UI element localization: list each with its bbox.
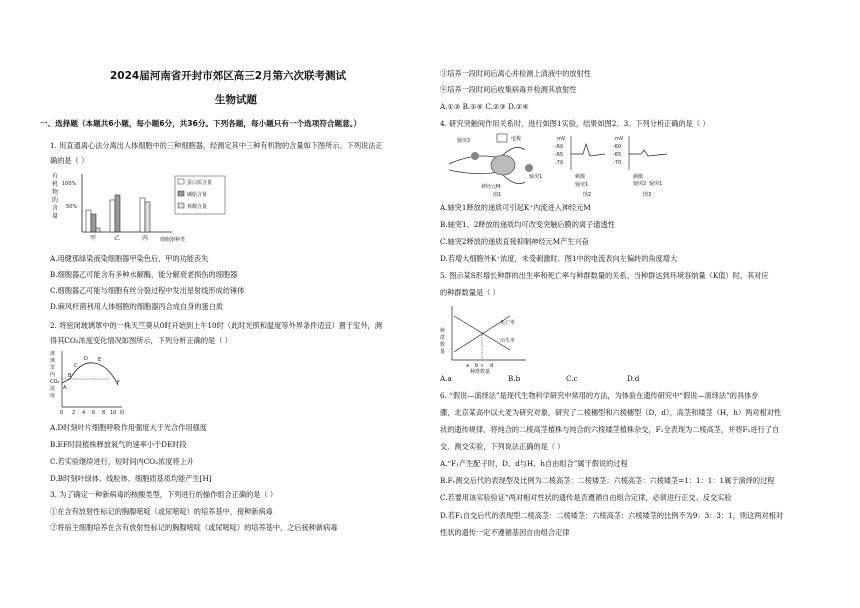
q6-stem-line1: 6. “假说—演绎法”是现代生物科学研究中常用的方法，为体验在遗传研究中“假说—演绎法”的具体步 xyxy=(440,391,759,400)
q5-rate-chart xyxy=(440,302,530,374)
q4-label-axon1: 轴突1 xyxy=(529,174,543,180)
q1-cat-yi: 乙 xyxy=(114,235,121,242)
q5-xtick-d: d xyxy=(490,363,494,369)
q4-option-a: A.轴突1释放的递质可引起K⁺内流进入神经元M xyxy=(440,203,591,212)
q1-legend-protein: 蛋白质含量 xyxy=(187,180,213,186)
q4-option-b: B.轴突1、2释放的递质均可改变突触后膜的离子通透性 xyxy=(440,220,615,229)
q4-fig2-tick-65: -65 xyxy=(555,152,564,158)
q5-stem-line2: 的种群数量是（ ） xyxy=(440,288,500,297)
q2-point-d: D xyxy=(84,356,88,362)
q2-stem-line2: 得其CO₂浓度变化情况如图所示，下列分析正确的是（ ） xyxy=(50,336,232,345)
q1-option-d: D.麻风杆菌利用人体细胞的细胞器丙合成自身的蛋白质 xyxy=(50,302,224,311)
q2-xtick-2: 2 xyxy=(72,410,76,416)
q2-xtick-0: 0 xyxy=(60,410,64,416)
q5-option-a: A.a xyxy=(440,374,452,383)
bar-yi-lipid xyxy=(115,195,120,232)
q6-option-d-line1: D.若F₁自交后代的表现型二棱高茎：二棱矮茎：六棱高茎：六棱矮茎的比例不为9：3：3：1，则这两对相对 xyxy=(440,511,784,520)
q1-cat-jia: 甲 xyxy=(90,235,97,242)
q2-point-b: B xyxy=(68,373,72,379)
q4-fig2-tick-70: -70 xyxy=(555,160,564,166)
q4-fig2-stim: 刺激 xyxy=(575,174,586,180)
q4-fig3-tick-70: -70 xyxy=(613,160,622,166)
q2-point-f: F xyxy=(117,380,120,386)
q4-fig2-tick-60: -60 xyxy=(555,144,564,150)
bar-yi-protein xyxy=(110,200,115,232)
q2-xlabel: 时 xyxy=(120,410,126,416)
q1-legend-nucleic: 核酸含量 xyxy=(187,204,208,210)
q4-fig3-mv: mV xyxy=(615,136,624,142)
q5-option-c: C.c xyxy=(566,374,578,383)
q2-xtick-8: 8 xyxy=(102,410,106,416)
q1-cat-bing: 丙 xyxy=(142,235,149,242)
q5-xtick-c: c xyxy=(481,363,484,369)
q3-item-3: ③培养一段时间后离心并检测上清液中的放射性 xyxy=(440,69,591,78)
q6-option-a: A.“F₁产生配子时，D、d与H、h自由组合”属于假说的过程 xyxy=(440,459,628,468)
q6-option-d-line2: 性状的遗传一定不遵循基因自由组合定律 xyxy=(440,528,570,537)
q2-option-a: A.D时刻叶片细胞呼吸作用强度大于光合作用强度 xyxy=(50,423,207,432)
q4-option-d: D.若增大细胞外K⁺浓度，未受刺激时，图1中的电流表向左偏转的角度增大 xyxy=(440,254,678,263)
q4-fig2-caption: 图2 xyxy=(583,192,592,198)
q2-stem-line1: 2. 将密闭玻璃罩中的一株天竺葵从0时开始到上午10时（此时光照和温度等外界条件适宜）置于室外，测 xyxy=(50,321,382,330)
q4-option-c: C.轴突2释放的递质直接抑制神经元M产生兴奋 xyxy=(440,237,589,246)
q2-ylabel: 玻璃罩内 CO₂ 浓度 xyxy=(50,351,60,399)
q4-fig3-axon2: 轴突2 xyxy=(633,181,647,187)
q5-option-b: B.b xyxy=(508,374,521,383)
q1-ytick-50: 50% xyxy=(66,204,78,210)
q5-line-birth: 出生率 xyxy=(500,338,516,344)
q4-fig3-caption: 图3 xyxy=(643,192,652,198)
q2-point-a: A xyxy=(63,385,67,391)
q1-stem-line1: 1. 用直通离心法分离出人体细胞中的三种细胞器，经测定其中三种有机物的含量如下图所示。下列说法正 xyxy=(50,141,383,150)
q4-fig3-tick-65: -65 xyxy=(613,152,622,158)
q1-organelle-chart xyxy=(52,170,232,250)
q5-ylabel: 种群数量 xyxy=(440,328,446,355)
q2-point-c: C xyxy=(74,363,78,369)
q4-fig3-tick-60: -60 xyxy=(613,144,622,150)
q6-stem-line3: 状的遗传规律，将纯合的二棱高茎植株与纯合的六棱矮茎植株杂交，F₁全表现为二棱高茎，并将F₁进行了自 xyxy=(440,425,780,434)
q4-label-electrode: 电极 xyxy=(511,136,522,142)
q3-item-4: ④培养一段时间后收集病毒并检测其放射性 xyxy=(440,85,577,94)
q3-stem: 3. 为了确定一种新病毒的核酸类型，下列进行的操作组合正确的是（ ） xyxy=(50,490,278,499)
q5-xtick-b: b xyxy=(475,363,479,369)
q1-option-b: B.细胞器乙可能含有多种水解酶，能分解衰老损伤的细胞器 xyxy=(50,270,238,279)
q4-stem: 4. 研究突触间作用关系时，进行如图1实验，结果如图2、3。下列分析正确的是（ ） xyxy=(440,119,710,128)
q1-chart-ylabel: 有机物的含量 xyxy=(52,173,59,220)
q4-fig2-axon1: 轴突1 xyxy=(575,182,589,188)
q1-ytick-100: 100% xyxy=(62,181,77,187)
q1-xlabel: 细胞器种类 xyxy=(160,237,186,243)
bar-bing-protein xyxy=(140,198,145,232)
q2-option-d: D.B时刻叶绿体、线粒体、细胞质基质均能产生[H] xyxy=(50,474,212,483)
page-subtitle: 生物试题 xyxy=(215,94,257,106)
q1-stem-line2: 确的是（ ） xyxy=(50,156,89,165)
q4-label-neuron-m: 神经元M xyxy=(481,184,501,190)
bar-bing-nucleic xyxy=(145,202,150,232)
q6-stem-line2: 骤，北京某高中以大麦为研究对象，研究了二棱穗型和六棱穗型（D，d），高茎和矮茎（H，h）两对相对性 xyxy=(440,408,782,417)
q1-option-c: C.细胞器乙可能与细胞有丝分裂过程中发出星射线形成纺锤体 xyxy=(50,286,245,295)
q6-option-b: B.F₁测交后代的表现型及比例为二棱高茎：二棱矮茎：六棱高茎：六棱矮茎=1：1：1：1属于演绎的过程 xyxy=(440,476,775,485)
q5-xlabel: 种群数量 xyxy=(470,369,491,375)
q4-fig3-stim: 刺激 xyxy=(633,174,644,180)
q5-xtick-a: a xyxy=(466,363,470,369)
q5-stem-line1: 5. 图示某S形增长种群的出生率和死亡率与种群数量的关系。当种群达到环境容纳量（K值）时，其对应 xyxy=(440,271,769,280)
q4-label-axon2: 轴突2 xyxy=(457,138,471,144)
q1-legend-lipid: 磷脂含量 xyxy=(187,192,208,198)
q2-point-e: E xyxy=(98,357,102,363)
q2-xtick-6: 6 xyxy=(92,410,96,416)
q6-stem-line4: 交、测交实验，下列说法正确的是（ ） xyxy=(440,442,565,451)
q2-xtick-4: 4 xyxy=(82,410,86,416)
bar-jia-protein xyxy=(86,210,91,232)
bar-jia-lipid xyxy=(91,214,96,232)
q2-xtick-10: 10 xyxy=(110,410,117,416)
page-title: 2024届河南省开封市郊区高三2月第六次联考测试 xyxy=(110,70,347,82)
q1-option-a: A.用健那绿染液染细胞器甲染色后，甲的功能丧失 xyxy=(50,254,209,263)
q2-option-c: C.若实验继续进行，短时间内CO₂浓度将上升 xyxy=(50,457,194,466)
q6-option-c: C.若要用该实验验证“两对相对性状的遗传是否遵循自由组合定律，必须进行正交、反交实验 xyxy=(440,493,732,502)
q3-item-2: ②将宿主细胞培养在含有放射性标记的胸腺嘧啶（或尿嘧啶）的培养基中，之后接种新病毒 xyxy=(50,523,338,532)
q4-fig1-caption: 图1 xyxy=(493,192,502,198)
bar-jia-nucleic xyxy=(96,228,100,232)
q5-line-death: 死亡率 xyxy=(500,320,516,326)
q5-option-d: D.d xyxy=(627,374,640,383)
q4-fig2-mv: mV xyxy=(557,136,566,142)
q4-synapse-figure xyxy=(445,132,675,198)
q2-co2-chart xyxy=(50,349,130,417)
section-heading: 一、选择题（本题共6小题，每小题6分，共36分。下列各题，每小题只有一个选项符合题意。） xyxy=(40,119,362,128)
q2-option-b: B.EF时段植株释放氧气的速率小于DE时段 xyxy=(50,440,187,449)
q3-options: A.①③ B.①④ C.②③ D.②④ xyxy=(440,102,529,111)
q3-item-1: ①在含有放射性标记的胸腺嘧啶（或尿嘧啶）的培养基中，接种新病毒 xyxy=(50,507,273,516)
q4-fig3-axon1: 轴突1 xyxy=(649,181,663,187)
